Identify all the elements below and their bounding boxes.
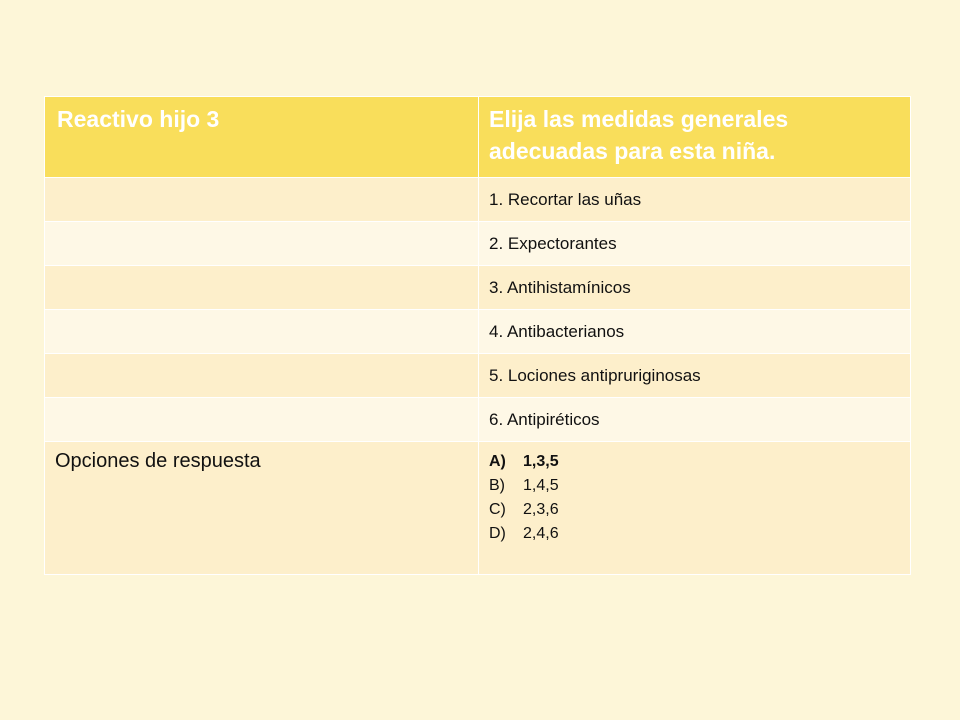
item-2: 2. Expectorantes	[479, 222, 911, 266]
item-1: 1. Recortar las uñas	[479, 178, 911, 222]
answer-value: 2,4,6	[523, 525, 559, 542]
answer-options-cell	[479, 442, 911, 575]
table-row	[45, 398, 911, 442]
answer-letter: A)	[489, 453, 506, 470]
empty-cell	[45, 354, 479, 398]
question-table	[44, 96, 911, 575]
answer-value: 2,3,6	[523, 501, 559, 518]
item-4: 4. Antibacterianos	[479, 310, 911, 354]
answer-letter: D)	[489, 525, 506, 542]
answer-option-d	[489, 522, 910, 546]
answer-list	[489, 450, 910, 546]
item-6: 6. Antipiréticos	[479, 398, 911, 442]
table-row	[45, 178, 911, 222]
empty-cell	[45, 178, 479, 222]
options-row	[45, 442, 911, 575]
question-id-heading: Reactivo hijo 3	[45, 97, 479, 178]
answer-value: 1,4,5	[523, 477, 559, 494]
answer-option-b	[489, 474, 910, 498]
empty-cell	[45, 310, 479, 354]
empty-cell	[45, 222, 479, 266]
answer-option-a	[489, 450, 910, 474]
empty-cell	[45, 266, 479, 310]
table-row	[45, 266, 911, 310]
empty-cell	[45, 398, 479, 442]
options-label: Opciones de respuesta	[45, 442, 479, 575]
table-row	[45, 310, 911, 354]
item-3: 3. Antihistamínicos	[479, 266, 911, 310]
item-5: 5. Lociones antipruriginosas	[479, 354, 911, 398]
header-row	[45, 97, 911, 178]
table-row	[45, 222, 911, 266]
answer-value: 1,3,5	[523, 453, 559, 470]
answer-letter: C)	[489, 501, 506, 518]
answer-option-c	[489, 498, 910, 522]
answer-letter: B)	[489, 477, 505, 494]
question-prompt-heading: Elija las medidas generales adecuadas para esta niña.	[479, 97, 911, 178]
table-row	[45, 354, 911, 398]
